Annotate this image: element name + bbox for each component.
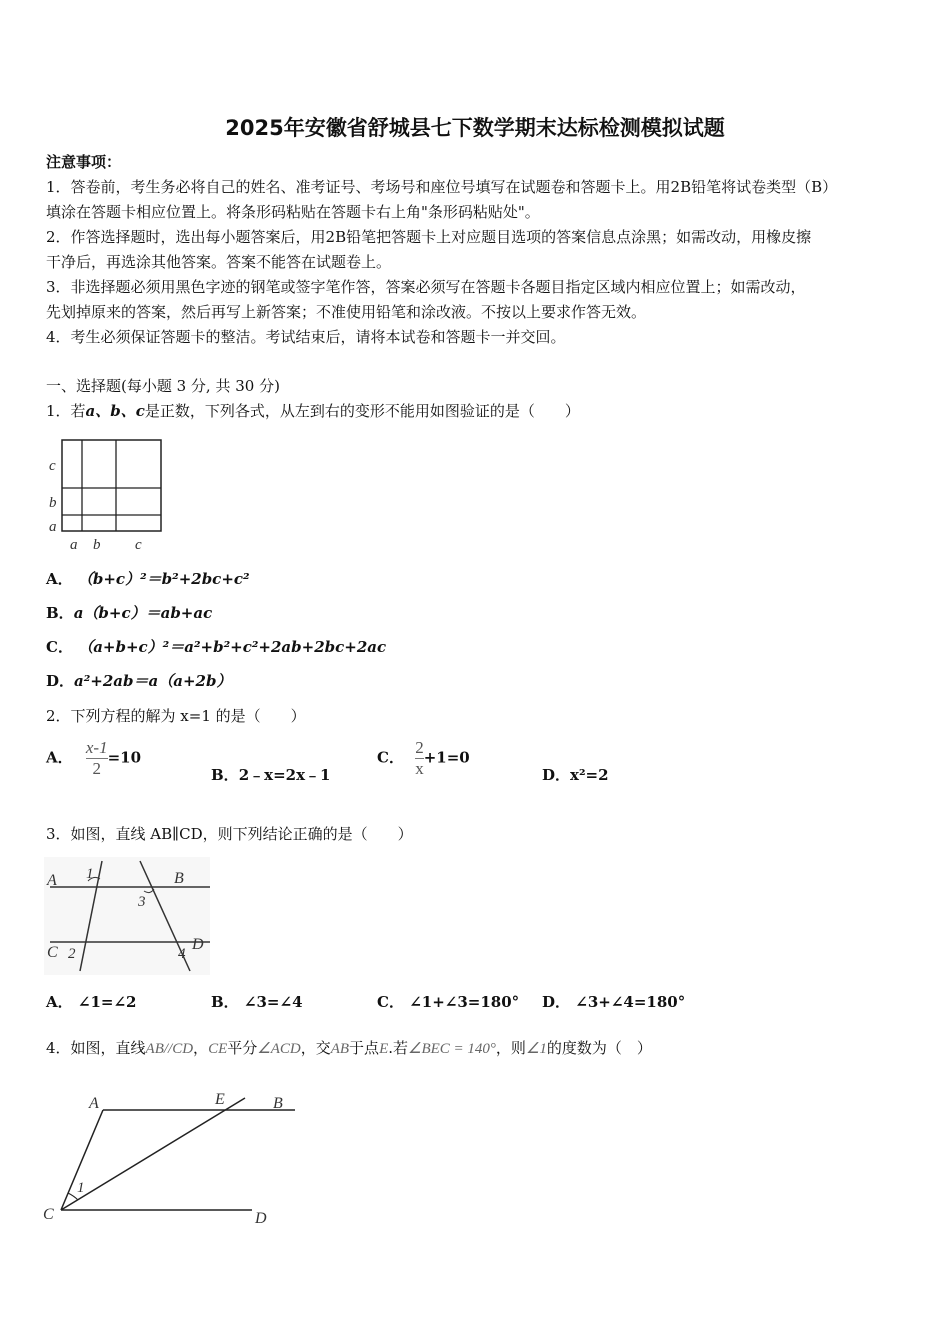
q2-option-c[interactable]: C． $\frac{2}{x}$ +1=0 [377,738,470,778]
fig-label-b: b [49,495,57,511]
q3-option-d[interactable]: D． ∠3+∠4=180° [542,993,686,1011]
fig-label-D: D [192,936,204,953]
fig-label-c-bottom: c [135,537,142,553]
fig-label-4: 4 [178,946,186,962]
notice-line: 4．考生必须保证答题卡的整洁。考试结束后，请将本试卷和答题卡一并交回。 [46,328,566,346]
fig-label-a: a [49,519,57,535]
fig-label-A: A [89,1095,99,1112]
section-heading: 一、选择题(每小题 3 分, 共 30 分) [46,377,280,395]
q1-area-figure [44,436,168,554]
q2-option-d[interactable]: D．x²=2 [542,766,609,784]
fig-label-c: c [49,458,56,474]
notice-line: 1．答卷前，考生务必将自己的姓名、准考证号、考场号和座位号填写在试题卷和答题卡上。用2B铅笔将试卷类型（B） [46,178,838,196]
notice-heading: 注意事项： [46,153,122,171]
fig-label-1: 1 [86,866,94,882]
notice-line: 先划掉原来的答案，然后再写上新答案；不准使用铅笔和涂改液。不按以上要求作答无效。 [46,303,647,321]
page-title: 2025年安徽省舒城县七下数学期末达标检测模拟试题 [225,116,725,140]
q1-option-a[interactable]: A． （b+c）²＝b²+2bc+c² [46,570,250,588]
notice-line: 干净后，再选涂其他答案。答案不能答在试题卷上。 [46,253,392,271]
question-4-stem: 4．如图，直线AB//CD，CE平分∠ACD，交AB于点E.若∠BEC = 140°，则∠1的度数为（ ） [46,1039,652,1057]
q2-option-a[interactable]: A． $\frac{x-1}{2}$ =10 [46,738,142,778]
fig-label-b-bottom: b [93,537,101,553]
q1-option-b[interactable]: B．a（b+c）＝ab+ac [46,604,213,622]
q3-option-a[interactable]: A． ∠1=∠2 [46,993,137,1011]
q3-option-c[interactable]: C． ∠1+∠3=180° [377,993,520,1011]
fig-label-C: C [47,944,58,961]
question-3-stem: 3．如图，直线 AB∥CD，则下列结论正确的是（ ） [46,825,413,843]
q1-option-c[interactable]: C． （a+b+c）²＝a²+b²+c²+2ab+2bc+2ac [46,638,387,656]
notice-line: 2．作答选择题时，选出每小题答案后，用2B铅笔把答题卡上对应题目选项的答案信息点涂黑；如需改动，用橡皮擦 [46,228,812,246]
fig-label-B: B [174,870,184,887]
notice-line: 填涂在答题卡相应位置上。将条形码粘贴在答题卡右上角"条形码粘贴处"。 [46,203,540,221]
fig-label-A: A [47,872,57,889]
q3-option-b[interactable]: B． ∠3=∠4 [211,993,303,1011]
question-2-stem: 2．下列方程的解为 x=1 的是（ ） [46,707,306,725]
question-1-stem: 1．若a、b、c是正数，下列各式，从左到右的变形不能用如图验证的是（ ） [46,402,580,420]
fig-label-3: 3 [138,894,146,910]
notice-line: 3．非选择题必须用黑色字迹的钢笔或签字笔作答，答案必须写在答题卡各题目指定区域内相应位置上；如需改动， [46,278,806,296]
fig-label-1: 1 [77,1180,85,1196]
fig-label-C: C [43,1206,54,1223]
q3-parallel-lines-figure [44,857,210,975]
q1-option-d[interactable]: D．a²+2ab＝a（a+2b） [46,672,232,690]
fig-label-E: E [215,1091,225,1108]
q2-option-b[interactable]: B．2﹣x=2x﹣1 [211,766,331,784]
fig-label-a-bottom: a [70,537,78,553]
q4-angle-bisector-figure [40,1088,302,1230]
fig-label-2: 2 [68,946,76,962]
fig-label-B: B [273,1095,283,1112]
fig-label-D: D [255,1210,267,1227]
